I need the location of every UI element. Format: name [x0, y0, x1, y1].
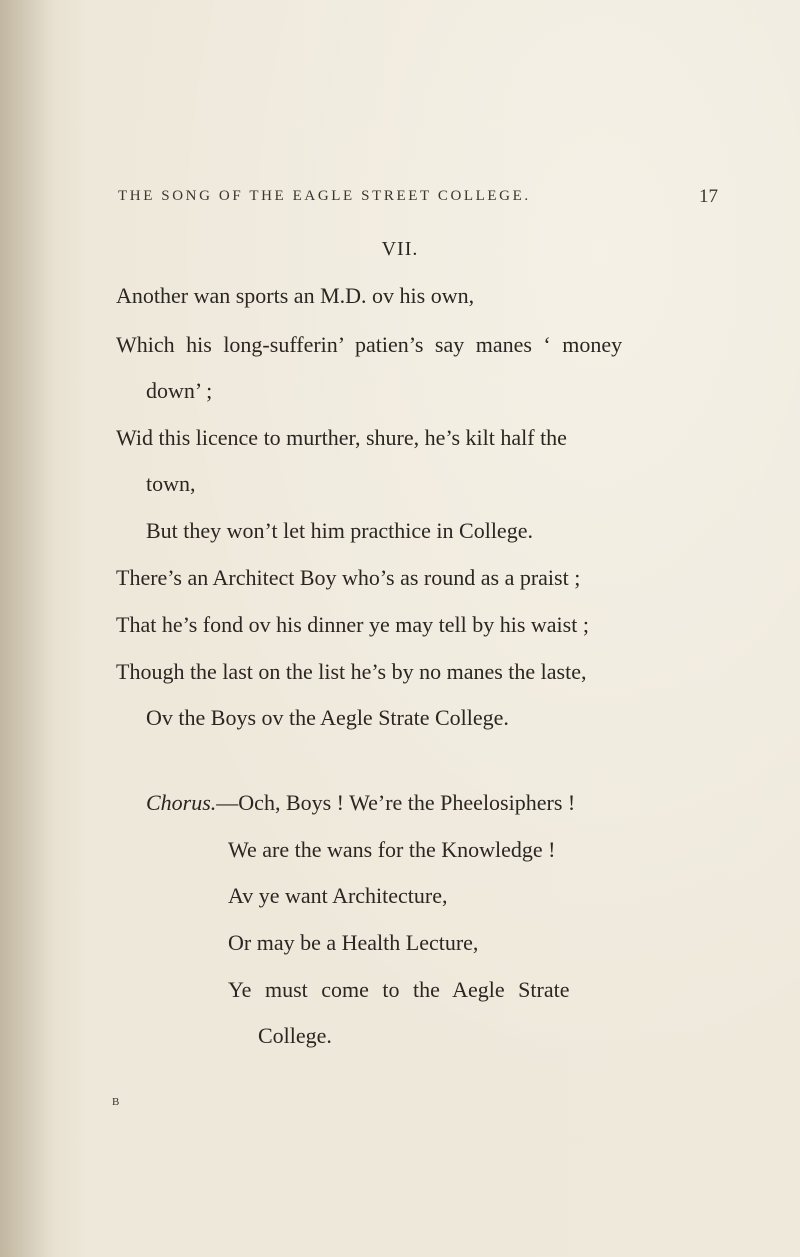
stanza-line-2-cont: down’ ; — [146, 378, 213, 403]
stanza-line-5: There’s an Architect Boy who’s as round as a praist ; — [116, 565, 581, 590]
stanza-line-1: Another wan sports an M.D. ov his own, — [116, 283, 475, 308]
chorus-line-5: Ye must come to the Aegle Strate — [228, 977, 570, 1002]
stanza-line-8: Ov the Boys ov the Aegle Strate College. — [146, 705, 509, 730]
chorus-line-3: Av ye want Architecture, — [228, 883, 448, 908]
page-number: 17 — [699, 186, 718, 207]
chorus-label: Chorus. — [146, 790, 217, 815]
chorus-first-line — [146, 792, 575, 814]
running-head — [118, 188, 718, 205]
stanza-line-7: Though the last on the list he’s by no manes the laste, — [116, 659, 587, 684]
signature-mark: B — [112, 1096, 120, 1108]
stanza-number: VII. — [381, 238, 419, 260]
chorus-line-1: —Och, Boys ! We’re the Pheelosiphers ! — [216, 790, 576, 815]
running-head-title: THE SONG OF THE EAGLE STREET COLLEGE. — [118, 188, 531, 204]
stanza-line-3-cont: town, — [146, 471, 196, 496]
stanza-line-2: Which his long-sufferin’ patien’s say manes ‘ money — [116, 332, 623, 357]
stanza-line-6: That he’s fond ov his dinner ye may tell by his waist ; — [116, 612, 589, 637]
chorus-line-5-cont: College. — [258, 1023, 332, 1048]
stanza-line-4: But they won’t let him practhice in College. — [146, 518, 533, 543]
stanza-line-3: Wid this licence to murther, shure, he’s kilt half the — [116, 425, 567, 450]
chorus-line-2: We are the wans for the Knowledge ! — [228, 837, 556, 862]
chorus-line-4: Or may be a Health Lecture, — [228, 930, 479, 955]
